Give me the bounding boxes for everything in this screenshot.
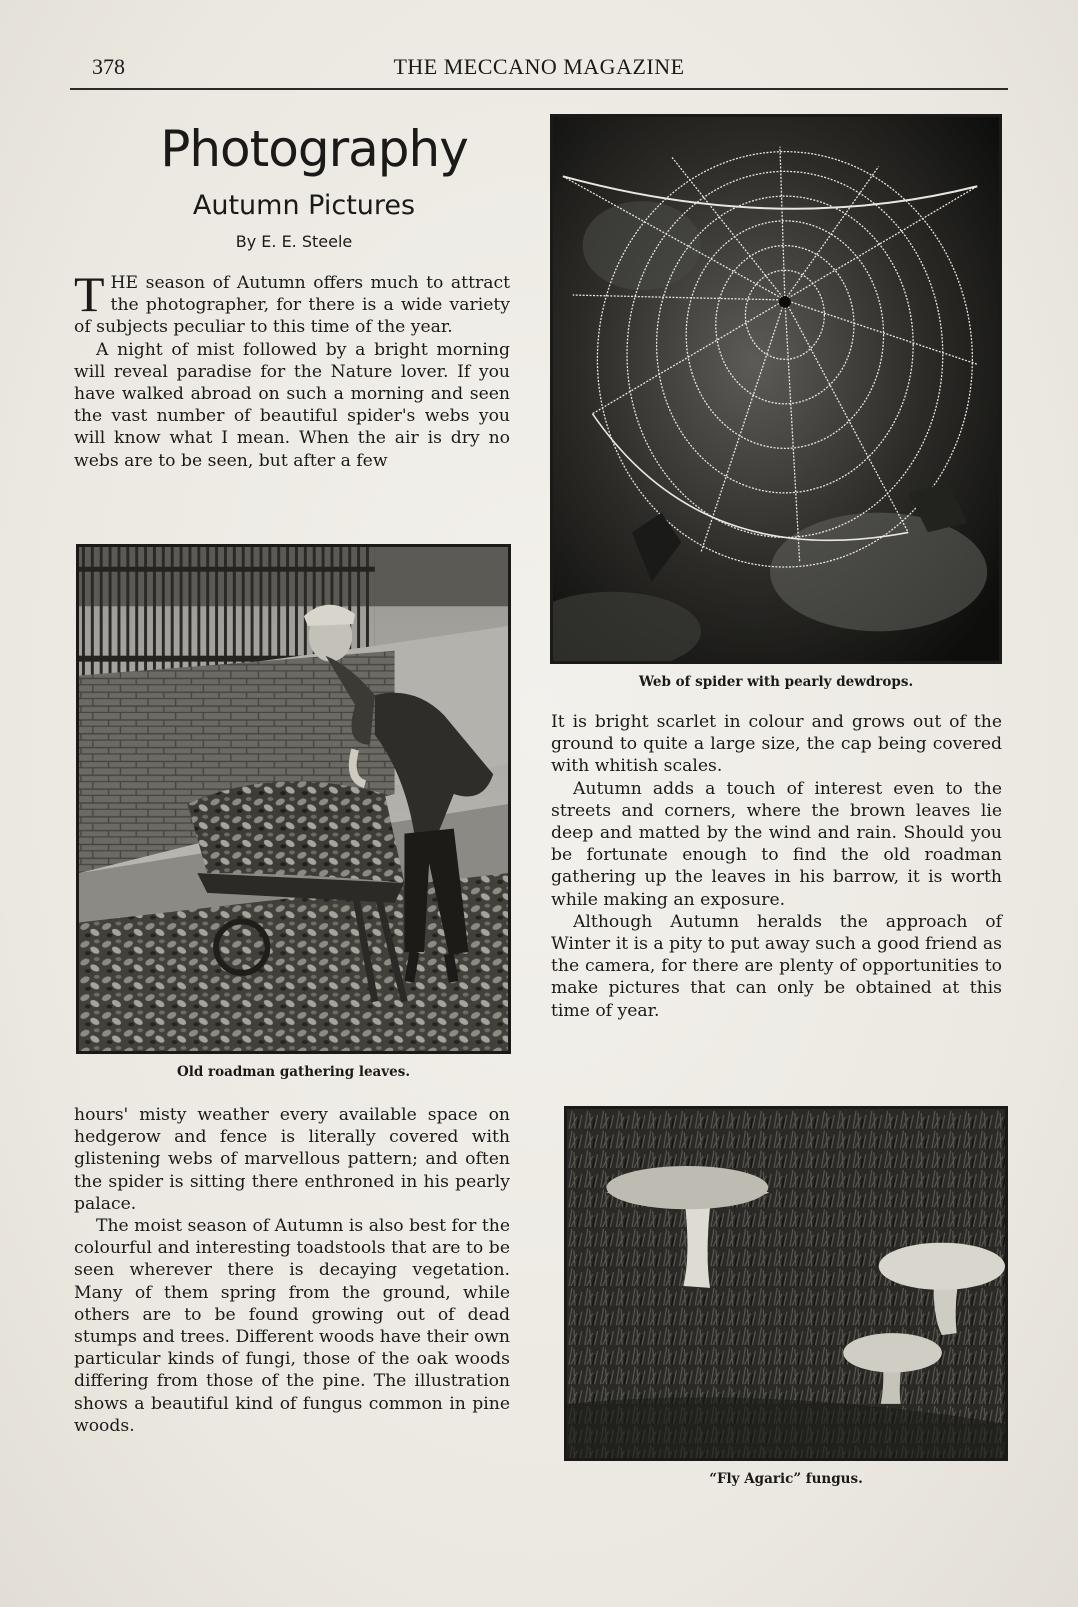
page-number: 378 [92,54,125,79]
toadstool-paragraph: The moist season of Autumn is also best for the colourful and interesting toadstools that are to be seen wherever there is decaying vegetation. Many of them spring from the ground, while others are to be found growing out of dead stumps and trees. Different woods have their own particular kinds of fungi, those of the oak woods differing from those of the pine. The illustration shows a beautiful kind of fungus common in pine woods. [74,1216,510,1436]
fungus-caption: “Fly Agaric” fungus. [709,1471,863,1487]
fly-agaric-photo [564,1106,1008,1461]
winter-paragraph: Although Autumn heralds the approach of Winter it is a pity to put away such a good friend as the camera, for there are plenty of opportunities to make pictures that can only be obtained at this time of year. [551,911,1002,1021]
header-rule [70,88,1008,90]
spider-caption: Web of spider with pearly dewdrops. [638,674,914,690]
running-title: THE MECCANO MAGAZINE [393,54,685,79]
spider-web-image [553,117,999,661]
left-column-top-text [74,266,510,472]
fly-agaric-image [567,1109,1005,1458]
page-header [68,52,1010,84]
roadman-photo-image [79,547,508,1051]
mist-paragraph-continued: hours' misty weather every available space on hedgerow and fence is literally covered with glistening webs of marvellous pattern; and often the spider is sitting there enthroned in his pearly palace. [74,1105,510,1214]
roadman-photo [76,544,511,1054]
intro-paragraph-text: HE season of Autumn offers much to attract the photographer, for there is a wide variety of subjects peculiar to this time of the year. [74,273,510,338]
left-column-bottom-text [74,1104,510,1437]
streets-paragraph: Autumn adds a touch of interest even to the streets and corners, where the brown leaves lie deep and matted by the wind and rain. Should you be fortunate enough to find the old roadman gathering up the leaves in his barrow, it is worth while making an exposure. [551,778,1002,910]
intro-paragraph [74,266,510,339]
article-title: Photography [160,120,468,178]
spider-web-photo [550,114,1002,664]
article-byline: By E. E. Steele [235,232,353,251]
article-heading [74,118,514,254]
fungus-color-paragraph: It is bright scarlet in colour and grows out of the ground to quite a large size, the cap being covered with whitish scales. [551,712,1002,777]
mist-paragraph: A night of mist followed by a bright morning will reveal paradise for the Nature lover. If you have walked abroad on such a morning and seen the vast number of beautiful spider's webs you will know what I mean. When the air is dry no webs are to be seen, but after a few [74,339,510,471]
right-column-text [551,711,1002,1022]
drop-cap: T [74,266,105,322]
roadman-caption: Old roadman gathering leaves. [176,1064,411,1080]
article-subtitle: Autumn Pictures [192,190,416,221]
